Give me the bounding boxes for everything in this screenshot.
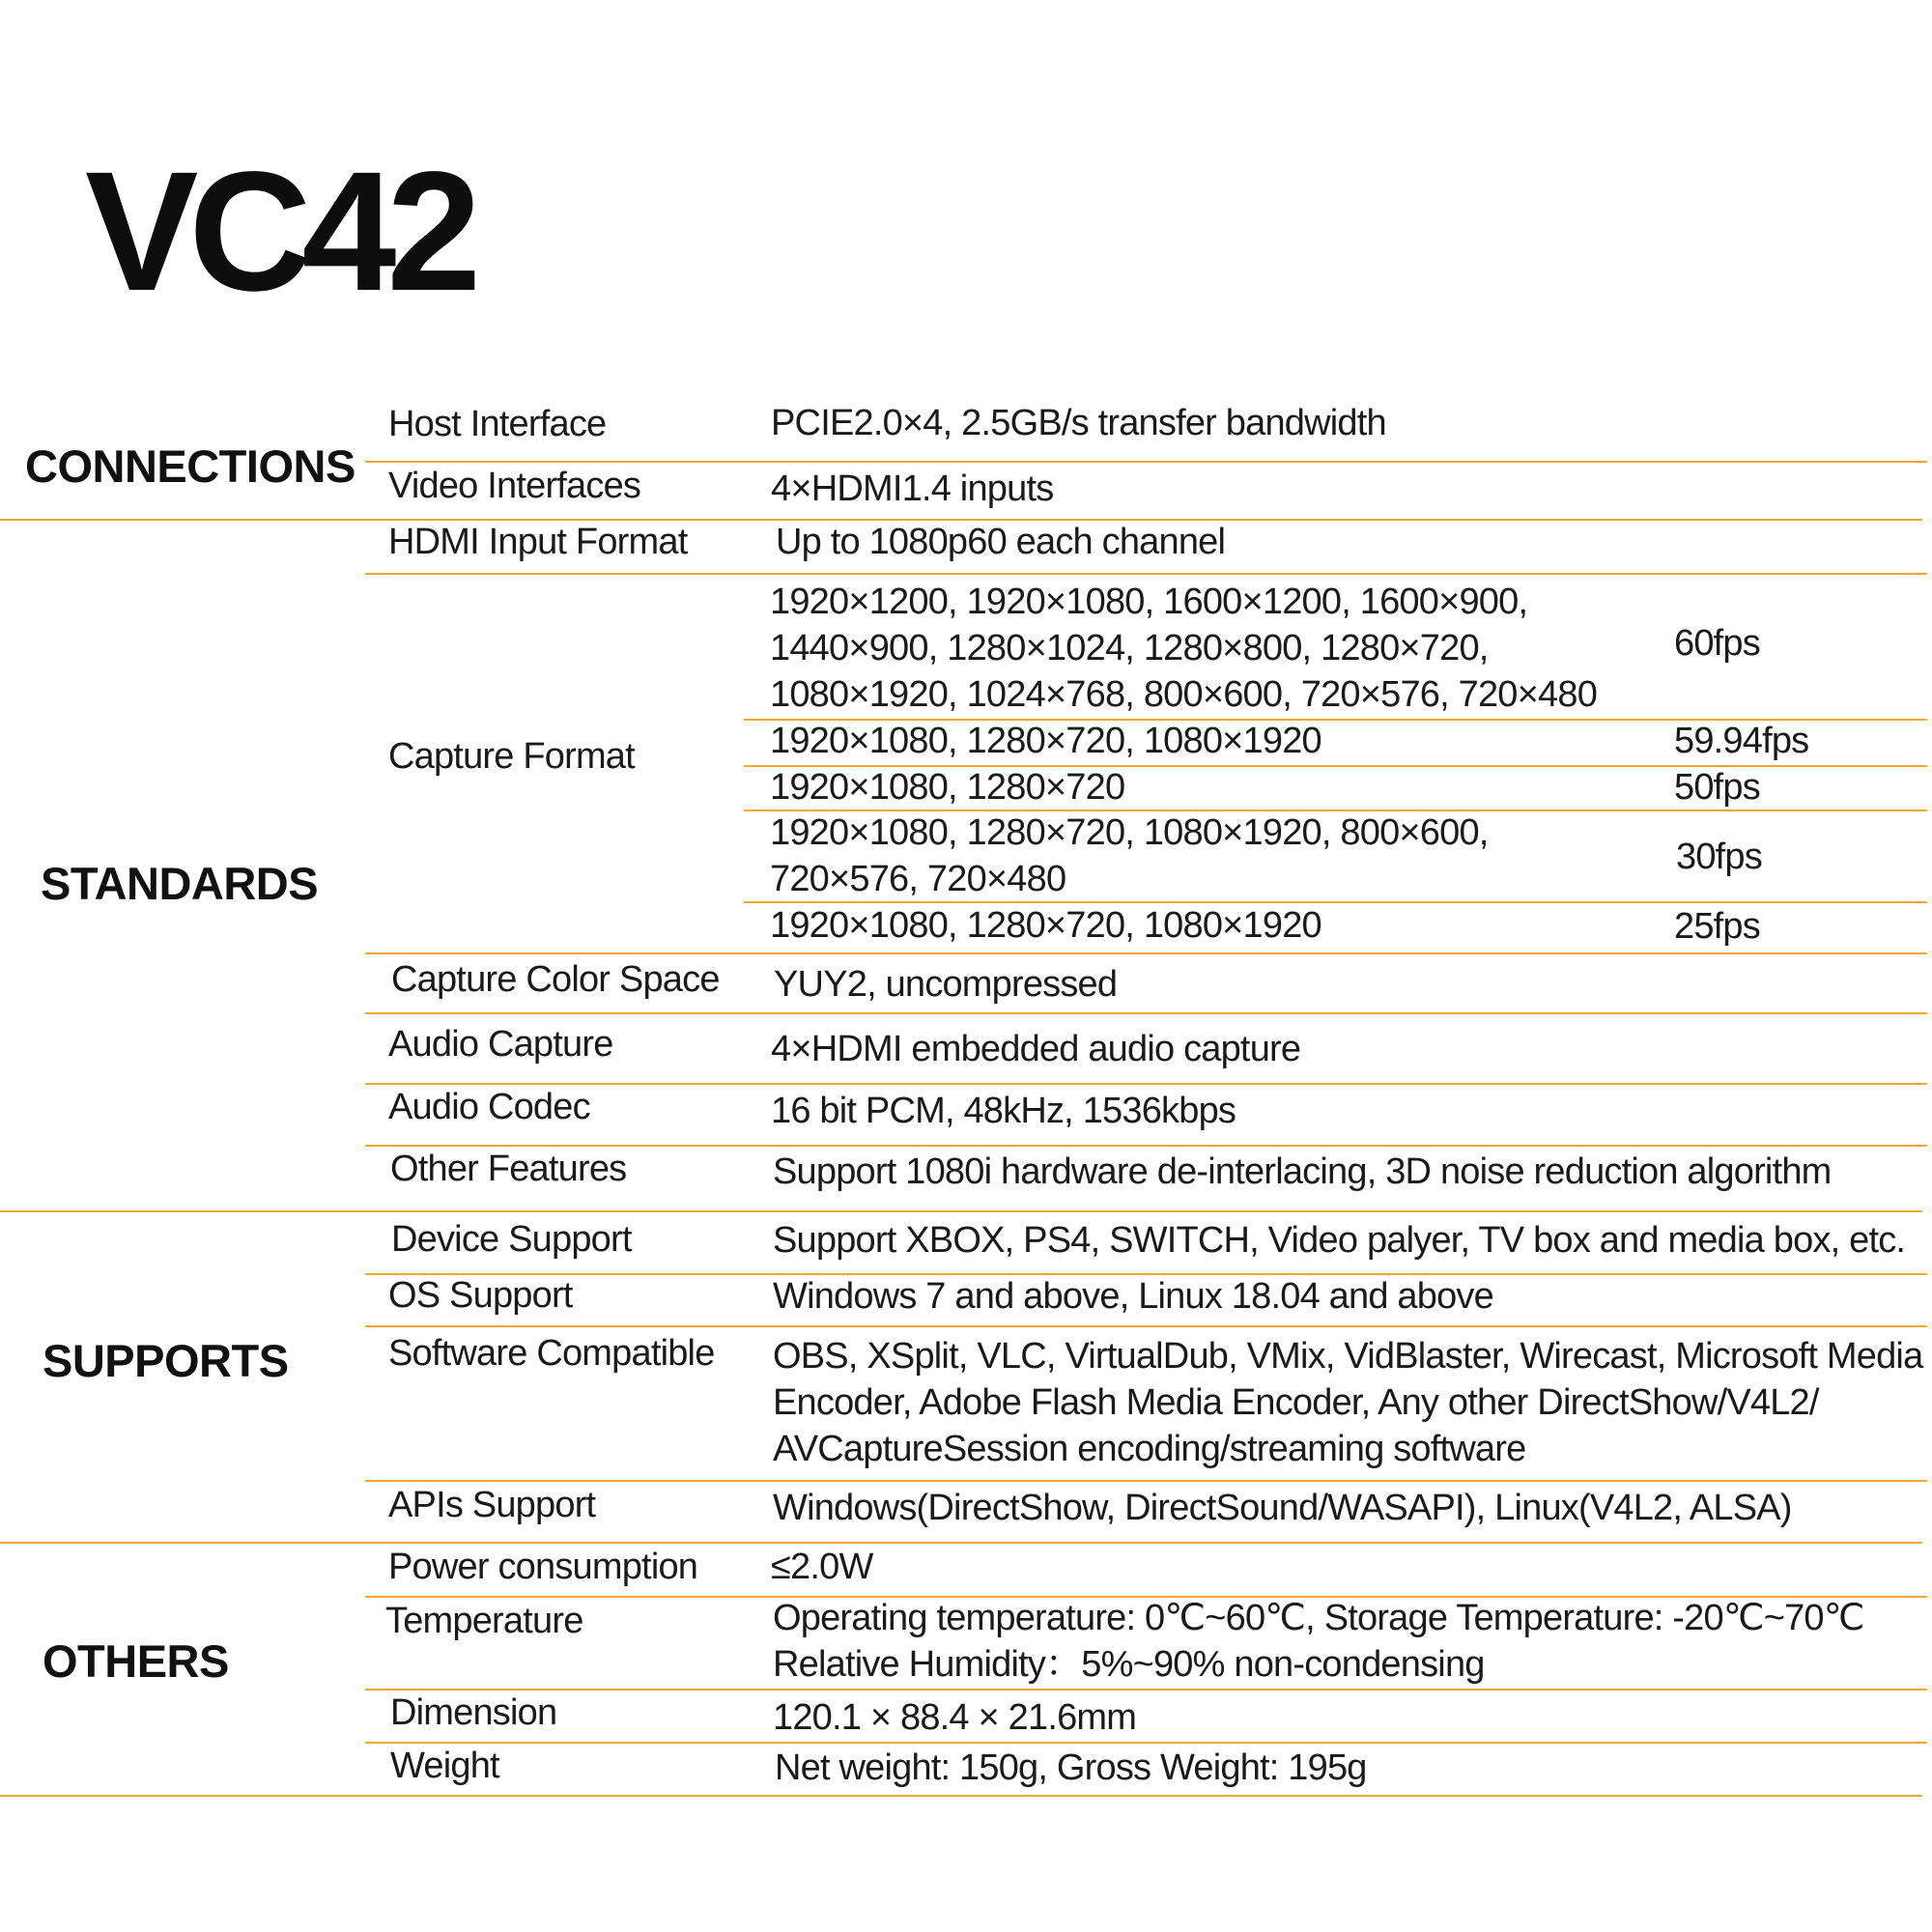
- spec-value-software-compatible: OBS, XSplit, VLC, VirtualDub, VMix, VidBlaster, Wirecast, Microsoft Media: [773, 1336, 1923, 1377]
- spec-value-dimension: 120.1 × 88.4 × 21.6mm: [773, 1697, 1137, 1738]
- capture-format-resolutions: 1920×1080, 1280×720: [770, 767, 1125, 808]
- capture-format-fps: 59.94fps: [1674, 721, 1809, 761]
- spec-value-weight: Net weight: 150g, Gross Weight: 195g: [775, 1747, 1367, 1788]
- spec-value-device-support: Support XBOX, PS4, SWITCH, Video palyer, TV box and media box, etc.: [773, 1220, 1906, 1261]
- row-divider: [365, 952, 1927, 954]
- capture-format-fps: 25fps: [1674, 906, 1760, 947]
- row-divider: [365, 1325, 1927, 1327]
- capture-format-resolutions: 1440×900, 1280×1024, 1280×800, 1280×720,: [770, 628, 1489, 668]
- spec-label-video-interfaces: Video Interfaces: [388, 466, 641, 506]
- spec-label-audio-capture: Audio Capture: [388, 1024, 613, 1065]
- spec-label-weight: Weight: [390, 1746, 499, 1786]
- capture-format-resolutions: 1080×1920, 1024×768, 800×600, 720×576, 720×480: [770, 674, 1598, 715]
- category-supports: SUPPORTS: [43, 1335, 289, 1386]
- spec-value-audio-codec: 16 bit PCM, 48kHz, 1536kbps: [771, 1091, 1236, 1131]
- product-title: VC42: [85, 137, 472, 327]
- spec-value-software-compatible: AVCaptureSession encoding/streaming software: [773, 1429, 1526, 1469]
- spec-label-os-support: OS Support: [388, 1275, 573, 1316]
- spec-value-hdmi-input-format: Up to 1080p60 each channel: [776, 522, 1226, 562]
- spec-value-other-features: Support 1080i hardware de-interlacing, 3D noise reduction algorithm: [773, 1151, 1832, 1192]
- capture-format-fps: 50fps: [1674, 767, 1760, 808]
- row-divider: [365, 461, 1927, 463]
- section-divider: [0, 1542, 1922, 1544]
- spec-label-power-consumption: Power consumption: [388, 1547, 698, 1587]
- row-divider: [365, 1145, 1927, 1147]
- category-others: OTHERS: [43, 1635, 229, 1687]
- spec-value-power-consumption: ≤2.0W: [771, 1547, 873, 1587]
- spec-value-host-interface: PCIE2.0×4, 2.5GB/s transfer bandwidth: [771, 403, 1386, 443]
- spec-value-capture-color-space: YUY2, uncompressed: [774, 964, 1118, 1005]
- spec-value-os-support: Windows 7 and above, Linux 18.04 and above: [773, 1276, 1493, 1317]
- spec-value-temperature: Relative Humidity：5%~90% non-condensing: [773, 1644, 1485, 1685]
- spec-label-device-support: Device Support: [391, 1219, 632, 1260]
- spec-value-audio-capture: 4×HDMI embedded audio capture: [771, 1029, 1301, 1069]
- spec-label-hdmi-input-format: HDMI Input Format: [388, 522, 688, 562]
- capture-format-resolutions: 1920×1200, 1920×1080, 1600×1200, 1600×900,: [770, 582, 1528, 622]
- row-divider: [365, 573, 1927, 575]
- spec-label-audio-codec: Audio Codec: [388, 1087, 590, 1127]
- spec-value-temperature: Operating temperature: 0℃~60℃, Storage Temperature: -20℃~70℃: [773, 1598, 1864, 1638]
- spec-label-capture-color-space: Capture Color Space: [391, 959, 720, 1000]
- spec-label-other-features: Other Features: [390, 1149, 627, 1189]
- spec-value-apis-support: Windows(DirectShow, DirectSound/WASAPI), Linux(V4L2, ALSA): [773, 1488, 1792, 1528]
- capture-format-resolutions: 1920×1080, 1280×720, 1080×1920: [770, 905, 1321, 946]
- spec-value-video-interfaces: 4×HDMI1.4 inputs: [771, 469, 1054, 509]
- row-divider: [365, 1689, 1927, 1690]
- row-divider: [365, 1742, 1927, 1744]
- capture-format-resolutions: 1920×1080, 1280×720, 1080×1920, 800×600,: [770, 812, 1489, 853]
- spec-label-host-interface: Host Interface: [388, 404, 607, 444]
- spec-value-software-compatible: Encoder, Adobe Flash Media Encoder, Any other DirectShow/V4L2/: [773, 1382, 1819, 1423]
- row-divider: [365, 1012, 1927, 1014]
- spec-label-software-compatible: Software Compatible: [388, 1333, 715, 1374]
- section-divider: [0, 1795, 1922, 1797]
- row-divider: [365, 1083, 1927, 1085]
- spec-label-apis-support: APIs Support: [388, 1485, 596, 1525]
- capture-format-resolutions: 720×576, 720×480: [770, 859, 1066, 899]
- capture-format-fps: 30fps: [1676, 837, 1762, 877]
- spec-label-capture-format: Capture Format: [388, 736, 635, 777]
- row-divider: [365, 1480, 1927, 1482]
- capture-format-resolutions: 1920×1080, 1280×720, 1080×1920: [770, 721, 1321, 761]
- spec-label-temperature: Temperature: [385, 1601, 583, 1641]
- capture-format-fps: 60fps: [1674, 623, 1760, 664]
- category-standards: STANDARDS: [41, 858, 319, 909]
- section-divider: [0, 1210, 1922, 1212]
- category-connections: CONNECTIONS: [25, 440, 355, 492]
- spec-label-dimension: Dimension: [390, 1692, 557, 1733]
